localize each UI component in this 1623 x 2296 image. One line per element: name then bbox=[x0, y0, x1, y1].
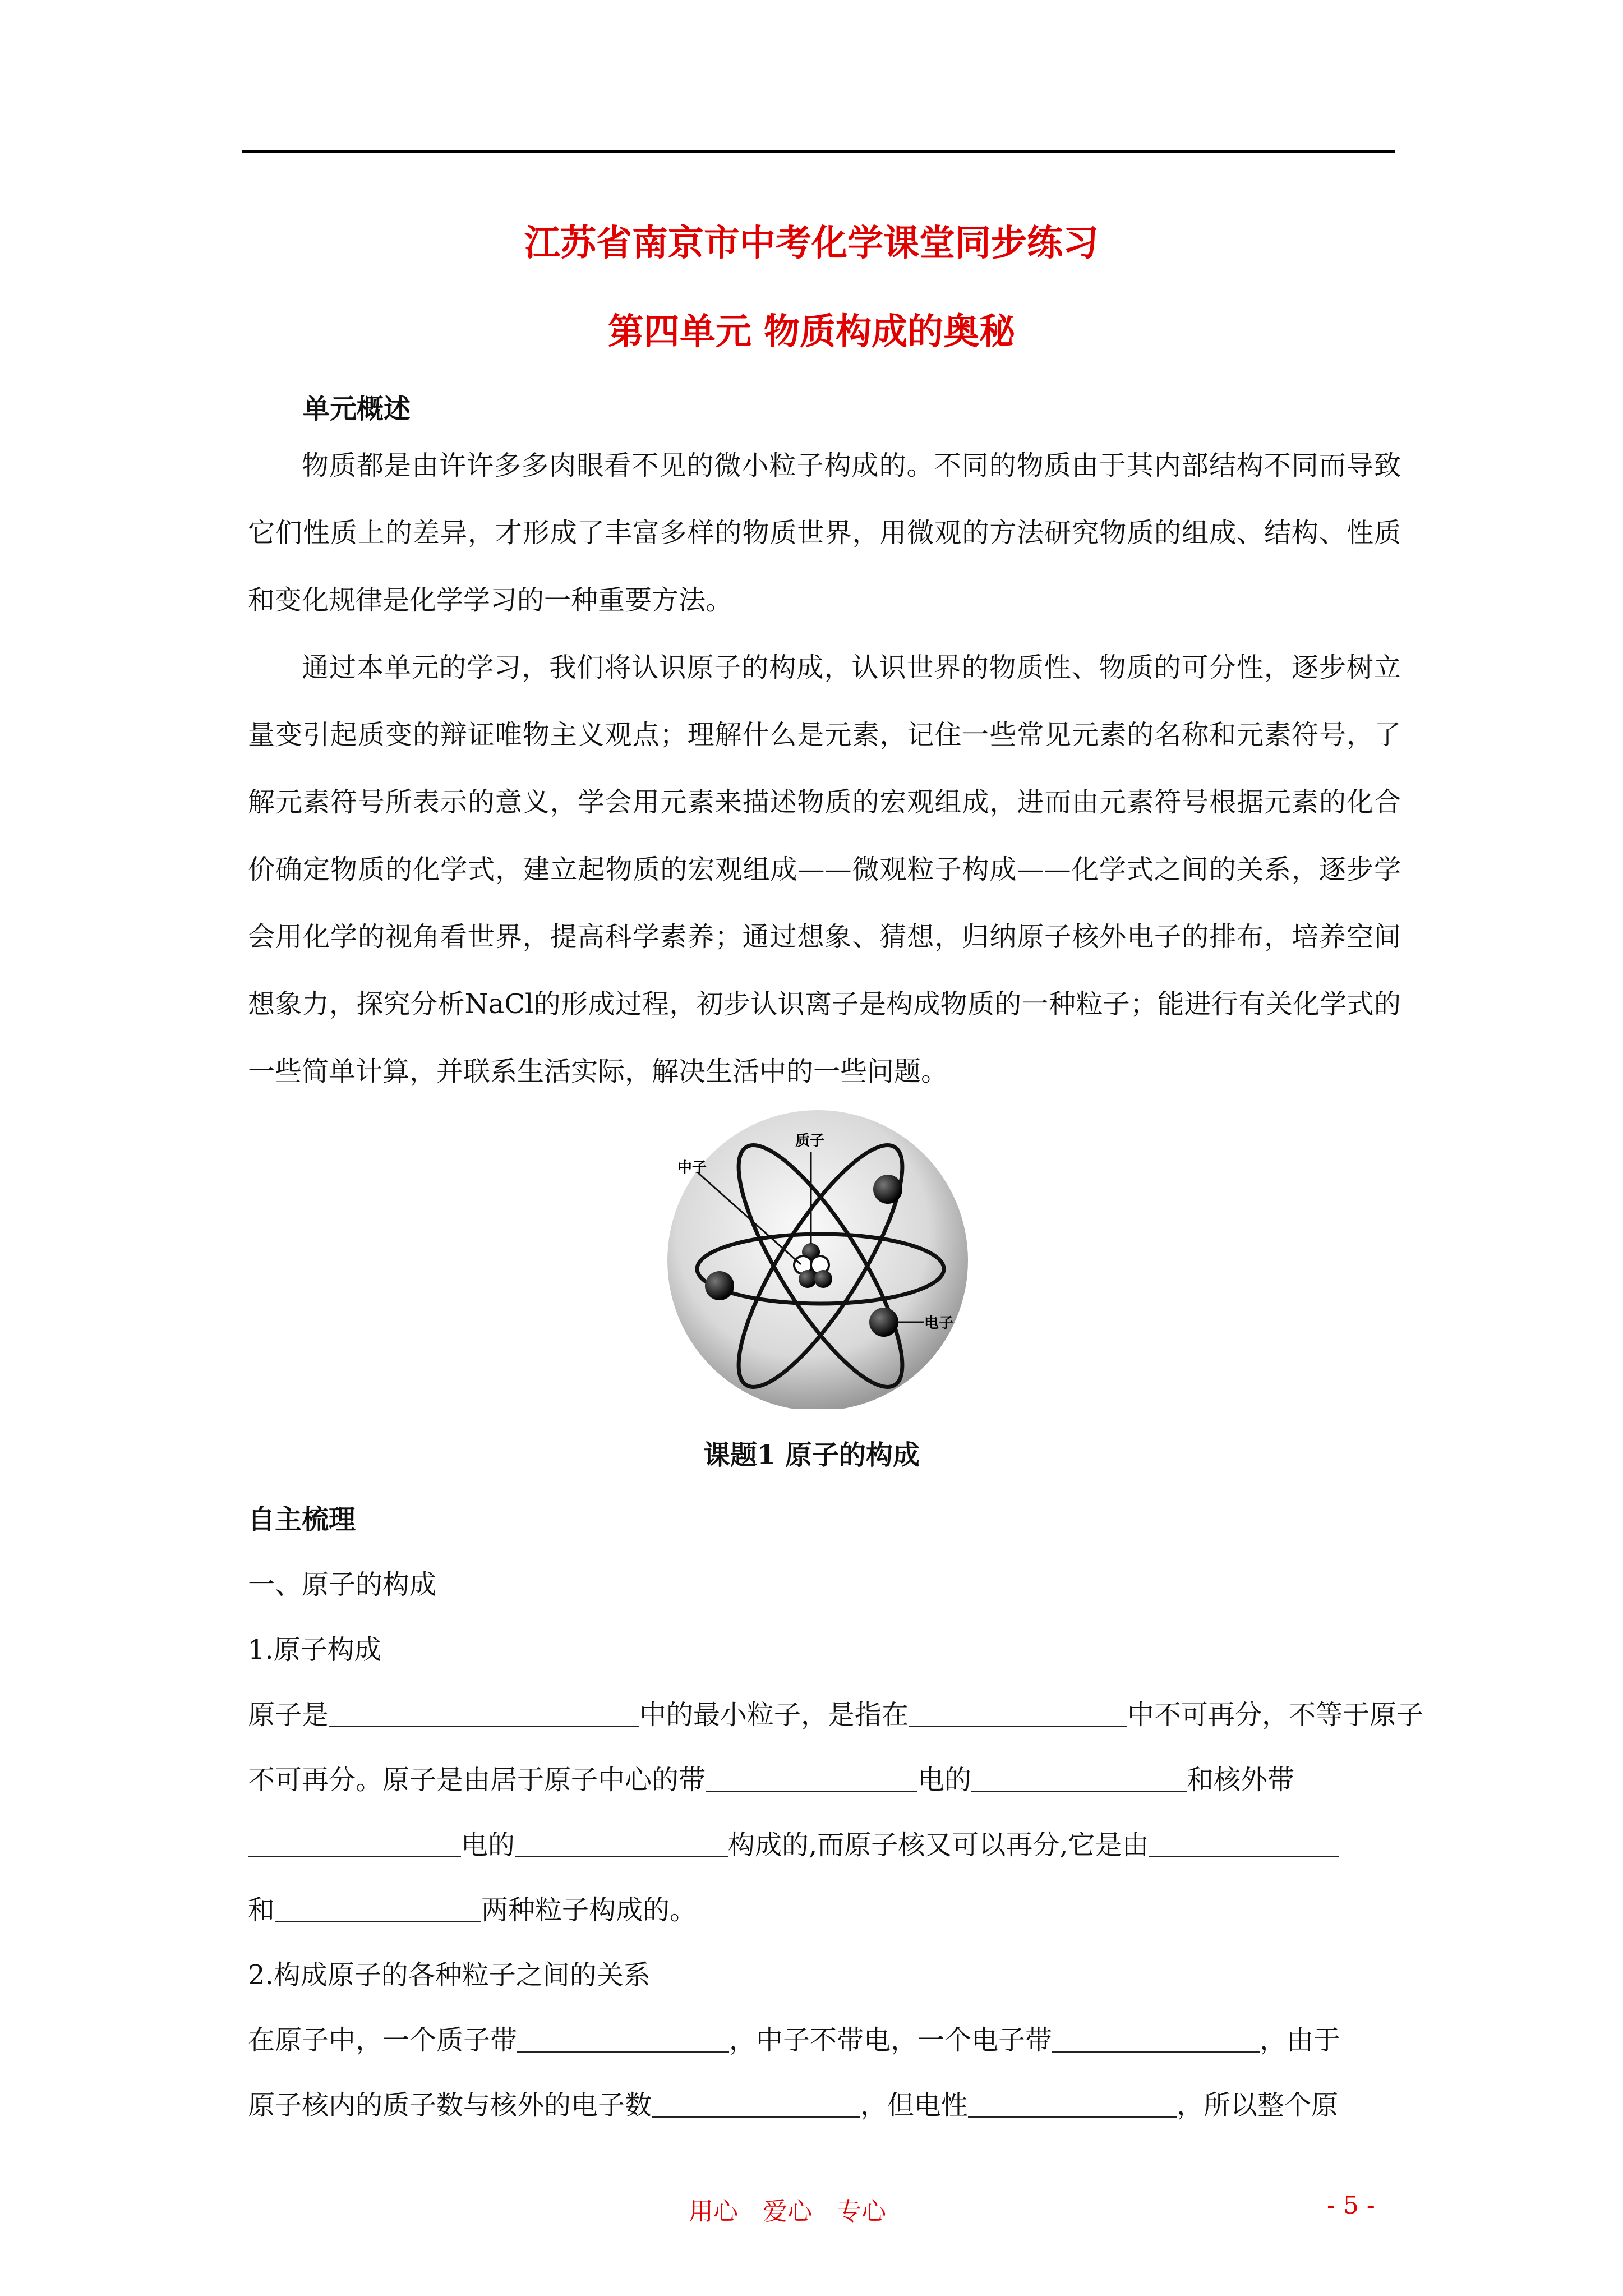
overview-text bbox=[248, 432, 1401, 1105]
footer-motto: 用心 爱心 专心 bbox=[689, 2197, 886, 2226]
blank-field[interactable] bbox=[968, 2091, 1177, 2118]
item2-heading: 2.构成原子的各种粒子之间的关系 bbox=[248, 1959, 651, 1991]
text-segment: ，中子不带电，一个电子带 bbox=[729, 2024, 1053, 2056]
atom-model-figure bbox=[661, 1101, 975, 1409]
fill-line-3 bbox=[248, 1823, 1339, 1862]
blank-field[interactable] bbox=[515, 1831, 728, 1857]
text-segment: ，所以整个原 bbox=[1177, 2090, 1339, 2121]
label-electron: 电子 bbox=[924, 1315, 954, 1332]
overview-heading: 单元概述 bbox=[303, 393, 411, 425]
fill-line-1 bbox=[248, 1693, 1423, 1732]
text-segment: 中不可再分，不等于原子 bbox=[1127, 1699, 1424, 1731]
text-segment: 和 bbox=[248, 1894, 275, 1926]
overview-paragraph-2: 通过本单元的学习，我们将认识原子的构成，认识世界的物质性、物质的可分性，逐步树立量变引起质变的辩证唯物主义观点；理解什么是元素，记住一些常见元素的名称和元素符号，了解元素符号所表示的意义，学会用元素来描述物质的宏观组成，进而由元素符号根据元素的化合价确定物质的化学式，建立起物质的宏观组成——微观粒子构成——化学式之间的关系，逐步学会用化学的视角看世界，提高科学素养；通过想象、猜想，归纳原子核外电子的排布，培养空间想象力，探究分析NaCl的形成过程，初步认识离子是构成物质的一种粒子；能进行有关化学式的一些简单计算，并联系生活实际，解决生活中的一些问题。 bbox=[248, 652, 1401, 1087]
electron-upper-right bbox=[873, 1175, 902, 1204]
overview-paragraph-1: 物质都是由许许多多肉眼看不见的微小粒子构成的。不同的物质由于其内部结构不同而导致它们性质上的差异，才形成了丰富多样的物质世界，用微观的方法研究物质的组成、结构、性质和变化规律是化学学习的一种重要方法。 bbox=[248, 450, 1401, 616]
part-heading: 一、原子的构成 bbox=[248, 1569, 437, 1600]
item1-heading: 1.原子构成 bbox=[248, 1634, 381, 1665]
header-rule bbox=[242, 150, 1395, 153]
blank-field[interactable] bbox=[706, 1766, 917, 1792]
text-segment: 两种粒子构成的。 bbox=[481, 1894, 697, 1926]
label-neutron: 中子 bbox=[677, 1159, 707, 1176]
text-segment: 电的 bbox=[917, 1764, 972, 1796]
fill-line-2 bbox=[248, 1758, 1294, 1797]
fill-line-4 bbox=[248, 1888, 697, 1927]
text-segment: 和核外带 bbox=[1187, 1764, 1295, 1796]
blank-field[interactable] bbox=[248, 1831, 461, 1857]
fill-line-6 bbox=[248, 2083, 1338, 2122]
fill-line-5 bbox=[248, 2018, 1340, 2057]
text-segment: 原子是 bbox=[248, 1699, 329, 1731]
page-number: - 5 - bbox=[1327, 2191, 1375, 2220]
lesson-title: 课题1 原子的构成 bbox=[703, 1439, 920, 1471]
label-proton: 质子 bbox=[795, 1133, 825, 1149]
blank-field[interactable] bbox=[1149, 1831, 1339, 1857]
unit-title: 第四单元 物质构成的奥秘 bbox=[607, 311, 1016, 353]
text-segment: 在原子中，一个质子带 bbox=[248, 2024, 518, 2056]
blank-field[interactable] bbox=[971, 1766, 1187, 1792]
text-segment: 中的最小粒子，是指在 bbox=[639, 1699, 909, 1731]
blank-field[interactable] bbox=[517, 2026, 729, 2053]
blank-field[interactable] bbox=[1052, 2026, 1260, 2053]
blank-field[interactable] bbox=[329, 1701, 639, 1727]
text-segment: 不可再分。原子是由居于原子中心的带 bbox=[248, 1764, 706, 1796]
text-segment: ，由于 bbox=[1260, 2024, 1341, 2056]
text-segment: ，但电性 bbox=[860, 2090, 969, 2121]
electron-left bbox=[705, 1271, 734, 1300]
blank-field[interactable] bbox=[909, 1701, 1127, 1727]
electron-lower-right bbox=[869, 1308, 898, 1337]
text-segment: 原子核内的质子数与核外的电子数 bbox=[248, 2090, 652, 2121]
blank-field[interactable] bbox=[275, 1896, 481, 1922]
blank-field[interactable] bbox=[652, 2091, 860, 2118]
document-title: 江苏省南京市中考化学课堂同步练习 bbox=[524, 222, 1099, 264]
text-segment: 构成的,而原子核又可以再分,它是由 bbox=[728, 1829, 1149, 1861]
text-segment: 电的 bbox=[461, 1829, 515, 1861]
section-heading: 自主梳理 bbox=[248, 1504, 356, 1535]
